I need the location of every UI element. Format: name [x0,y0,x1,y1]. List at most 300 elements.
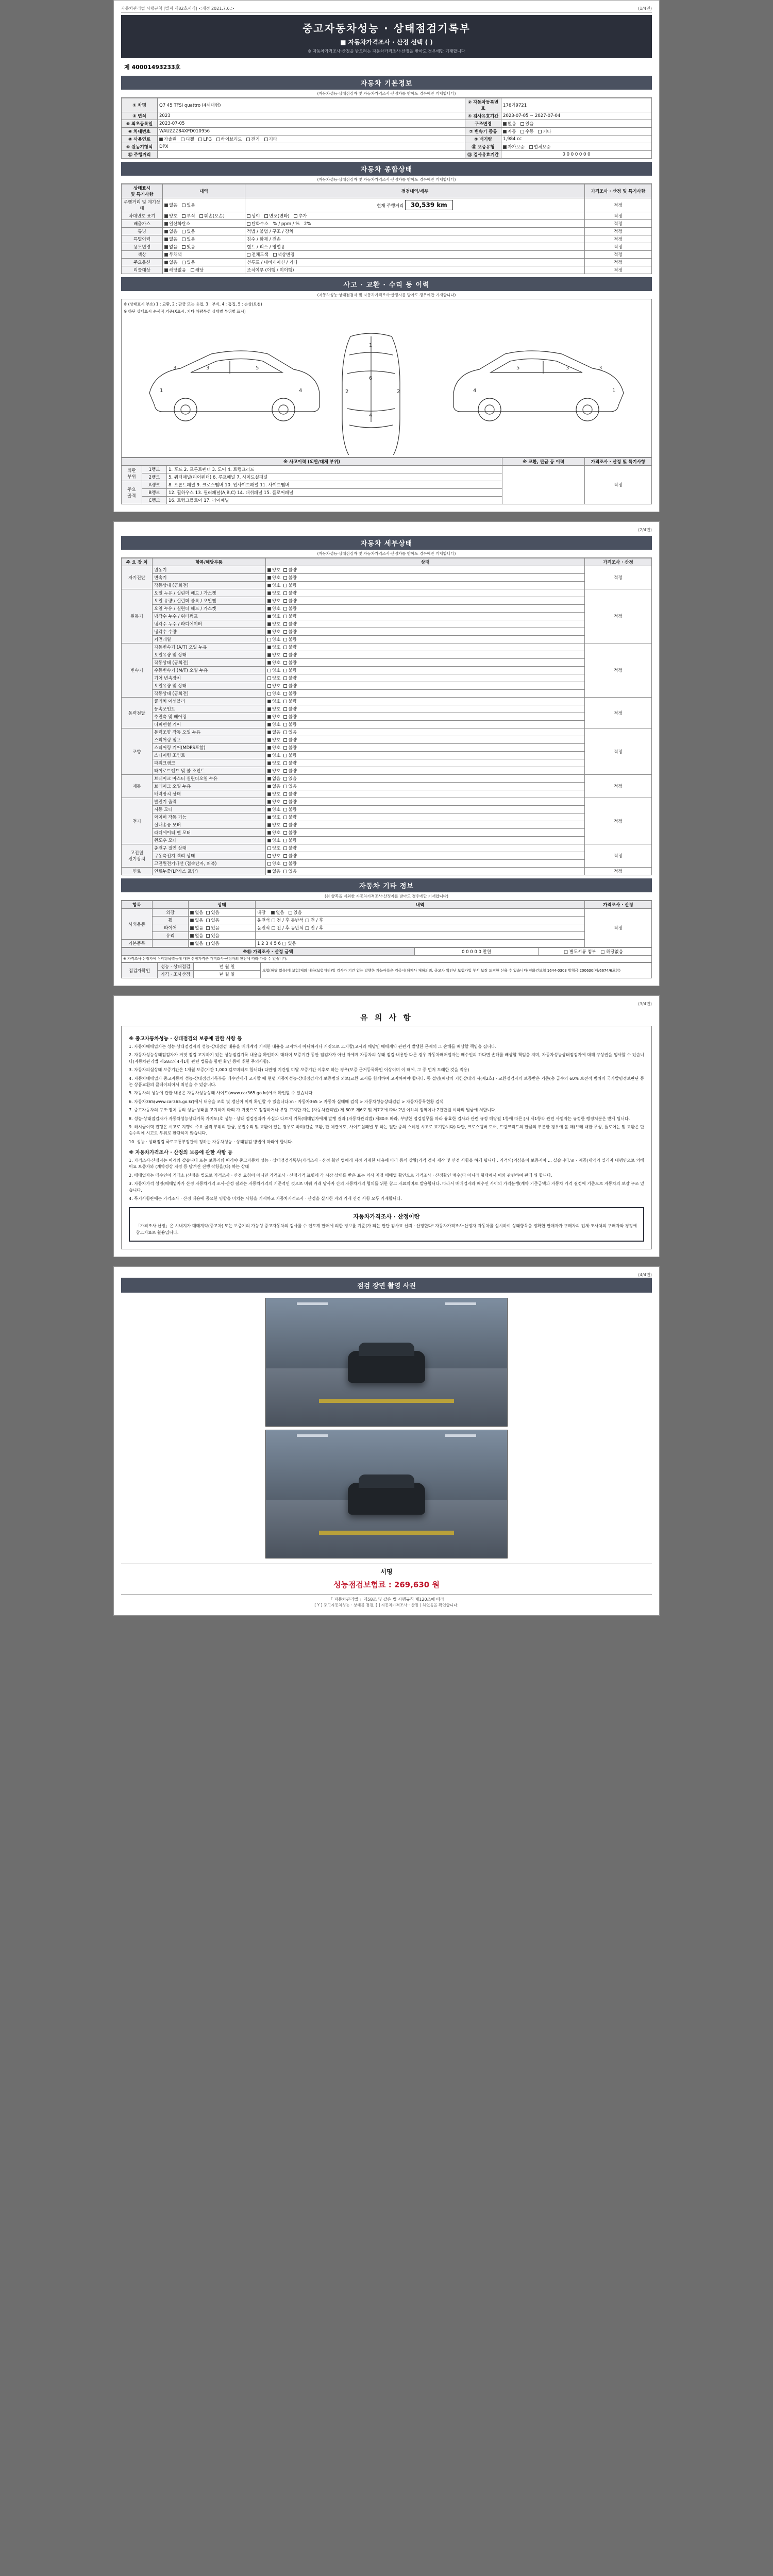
option-yes[interactable]: 있음 [182,202,195,208]
field-value: 2023-07-05 [158,120,465,128]
option-bad[interactable]: 불량 [283,768,296,774]
option-not-applicable[interactable]: □ 해당없음 [600,950,623,955]
fuel-options [158,135,465,143]
price-cell: 적정 [585,259,652,266]
field-value: 2023-07-05 ~ 2027-07-04 [501,112,652,120]
option-good[interactable]: 양호 [267,621,280,627]
option-attachment[interactable]: □ 별도서류 첨부 [564,950,596,955]
option-none[interactable]: 없음 [267,729,280,735]
field-label: ⑬ 검사유효기간 [465,151,501,159]
option-bad[interactable]: 불량 [283,698,296,704]
part-label: 등속조인트 [153,705,266,713]
option-good[interactable]: 양호 [267,799,280,805]
price-definition-box [129,1207,644,1242]
group-basic-items: 기본품목 [122,940,153,947]
option-yes[interactable]: 있음 [206,917,219,923]
option-added[interactable]: 추가 [294,213,307,219]
option-good[interactable]: 양호 [267,829,280,836]
state-options [266,582,585,589]
option-bad[interactable]: 불량 [283,806,296,812]
state-options [266,589,585,597]
option-good[interactable]: 양호 [267,652,280,658]
field-label: ⑪ 보증유형 [465,143,501,151]
group-high-voltage: 고전원 전기장치 [122,844,153,868]
option-bad[interactable]: 불량 [283,605,296,612]
table-row [122,597,652,605]
table-row [122,868,652,875]
option-gasoline[interactable]: 가솔린 [159,136,177,142]
option-good[interactable]: 양호 [267,690,280,697]
option-good[interactable]: 양호 [267,667,280,673]
warranty-options [501,143,652,151]
part-label: 수동변속기 (M/T) 오일 누유 [153,667,266,674]
state-options [266,798,585,806]
option-none[interactable]: 없음 [267,775,280,782]
part-label: 작동상태 (공회전) [153,582,266,589]
table-row [122,589,652,597]
option-bad[interactable]: 불량 [283,714,296,720]
part-label: 시동 모터 [153,806,266,814]
option-full-paint[interactable]: 전체도색 [247,251,268,258]
option-bad[interactable]: 불량 [283,675,296,681]
option-yes[interactable]: 있음 [182,259,195,265]
option-bad[interactable]: 불량 [283,667,296,673]
table-row [122,212,652,220]
option-good[interactable]: 양호 [267,814,280,820]
option-bad[interactable]: 불량 [283,829,296,836]
option-good[interactable]: 양호 [267,574,280,581]
table-row [122,135,652,143]
inspector-signature-table [121,962,652,978]
row-label: 리콜대상 [122,266,163,274]
state-options [266,721,585,728]
notice-box [121,1026,652,1249]
table-row [122,690,652,698]
option-none[interactable]: 없음 [190,917,203,923]
price-cell: 적정 [585,728,652,775]
option-good[interactable]: 양호 [267,683,280,689]
option-yes[interactable]: 있음 [283,775,296,782]
option-none[interactable]: 없음 [267,783,280,789]
vehicle-damage-diagram[interactable] [124,316,649,455]
part-label: 변속기 [153,574,266,582]
group-self-diagnosis: 자기진단 [122,566,153,589]
option-etc[interactable]: 기타 [264,136,277,142]
option-none[interactable]: 없음 [503,121,516,127]
group-accessories: 사외용품 [122,909,153,940]
svg-text:3: 3 [566,365,569,371]
option-yes[interactable]: 있음 [182,228,195,234]
option-good[interactable]: 양호 [267,629,280,635]
option-bad[interactable]: 불량 [283,574,296,581]
table-row [122,251,652,259]
inspection-photo[interactable] [265,1298,508,1427]
option-bad[interactable]: 불량 [283,598,296,604]
row-label: 용도변경 [122,243,163,251]
field-label: ① 차명 [122,98,158,112]
state-options [266,566,585,574]
emissions-value: 2% [304,222,311,227]
document-sub-note: ※ 자동차가격조사·산정을 받으려는 자동차가격조사·산정을 받아도 경우에만 기재합니다 [308,49,465,54]
option-good[interactable]: 양호 [267,714,280,720]
option-bad[interactable]: 불량 [283,799,296,805]
option-bad[interactable]: 불량 [283,706,296,712]
option-good[interactable]: 양호 [267,582,280,588]
state-options [266,628,585,636]
notice-heading-1: ※ 중고자동차성능 · 상태점검의 보증에 관한 사항 등 [129,1036,242,1042]
option-good[interactable]: 양호 [267,590,280,596]
part-label: 배력장치 상태 [153,790,266,798]
option-bad[interactable]: 불량 [283,636,296,642]
option-yes[interactable]: 있음 [289,909,301,916]
inspection-photo[interactable] [265,1430,508,1558]
table-row [122,963,652,971]
row-detail: 선루프 / 내비게이션 / 기타 [245,259,585,266]
field-value [158,151,465,159]
option-none[interactable]: 없음 [267,868,280,874]
option-lpg[interactable]: LPG [198,137,211,142]
page-mark: (4/4면) [638,1273,652,1278]
option-bad[interactable]: 불량 [283,721,296,727]
row-options [163,220,245,228]
option-bad[interactable]: 불량 [283,644,296,650]
option-yes[interactable]: 있음 [182,236,195,242]
field-label: ⑤ 최초등록일 [122,120,158,128]
form-reference: 자동차관리법 시행규칙 [별지 제82호서식] <개정 2021.7.6.> [121,6,234,11]
field-value: 1,984 cc [501,135,652,143]
state-options [266,767,585,775]
price-cell: 적정 [585,909,652,947]
option-bad[interactable]: 불량 [283,837,296,843]
option-other[interactable]: 기타 [538,128,551,134]
table-row [122,243,652,251]
option-yes[interactable]: 있음 [520,121,533,127]
table-row [122,775,652,783]
option-co[interactable]: 일산화탄소 [164,221,190,227]
col-state: 상태 [266,558,585,566]
option-not-applicable[interactable]: 해당없음 [164,267,186,273]
option-good[interactable]: 양호 [267,845,280,851]
ceiling-lamp-icon [297,1434,328,1437]
table-row [122,143,652,151]
option-yes[interactable]: 있음 [206,909,219,916]
field-value [501,120,652,128]
table-header-row [122,558,652,566]
option-bad[interactable]: 불량 [283,590,296,596]
row-options [163,198,245,212]
state-options [266,643,585,651]
option-bad[interactable]: 불량 [283,853,296,859]
notice-item: 2. 자동차성능상태점검자가 거짓 점검 고지하기 있는 성능점검기록 내용을 확인하지 대하여 보증기간 동안 점검자가 아닌 자에게 자동차의 상태 점검·내용만 다른 경우 자동차매매업자는 매수인의 하다면 손해를 배상할 책임을 지며, 자동차성능상태점검자에 대해 구상권을 행사할 수 있습니다(자동차관리법 제58조의4제1항 관련 법률을 항변 확인 등에 취한 주의사항). [129,1053,644,1064]
table-row [122,228,652,235]
option-none[interactable]: 없음 [190,940,203,946]
option-manual[interactable]: 수동 [520,128,533,134]
notice-item: 3. 자동차의실상태 보증기간은 1개월 보증(기간 1,000 킬로미터로 합니다) 다만영 기간별 미달 보증기간 이후로 하는 경우(보증 근거등록확인 이상이며 이 때에, 그 중 먼저 도래한 것을 적용) [129,1067,469,1073]
table-row [122,628,652,636]
page-3 [113,995,660,1257]
state-options [266,651,585,659]
part-label: 오일 유량 / 실린더 블록 / 오일팬 [153,597,266,605]
option-none[interactable]: 없음 [164,228,177,234]
section-accident-note: (자동차성능·상태점검자 및 자동차가격조사·산정자를 받아도 경우에만 기재합니다) [121,291,652,299]
option-yes[interactable]: 있음 [283,783,296,789]
document-number: 제 40001493233호 [121,61,652,73]
option-good[interactable]: 양호 [267,721,280,727]
part-label: 오일 누유 / 실린더 헤드 / 가스켓 [153,605,266,613]
row-detail [245,212,585,220]
state-options [266,868,585,875]
field-value: WAUZZZ84XPD010956 [158,128,465,135]
col-price: 가격조사 · 산정 및 특기사항 [585,184,652,198]
option-good[interactable]: 양호 [267,636,280,642]
col-sub-item [153,901,189,909]
svg-text:5: 5 [516,365,520,371]
option-none[interactable]: 없음 [190,925,203,931]
table-row [122,120,652,128]
option-good[interactable]: 양호 [267,644,280,650]
option-yes[interactable]: 있음 [283,729,296,735]
option-good[interactable]: 양호 [267,806,280,812]
option-original-color[interactable]: 무채색 [164,251,182,258]
parts-list: 1. 후드 2. 프론트펜더 3. 도어 4. 트렁크리드 [167,466,502,473]
option-good[interactable]: 양호 [267,760,280,766]
part-label: 커먼레일 [153,636,266,643]
option-yes[interactable]: 있음 [206,933,219,939]
option-yes[interactable]: 있음 [206,925,219,931]
notice-item: 8. 성능·상태점검자가 자동차성능상태기록 가지도(호 성능 · 상태 점검결과가 사실과 다르게 기록(매매업자에게 발행 결과 (자동차관리법) 제80조 따라, 부당한 점검업무를 따라 유효한 검사과 관련 규정 해당될 1항에 따른 [시 제1항각 관련 사업자는 규정한 행정처분은 받게 됩니다. [129,1116,630,1121]
option-bad[interactable]: 불량 [283,744,296,751]
option-bad[interactable]: 불량 [283,659,296,666]
option-good[interactable]: 양호 [267,853,280,859]
option-electric[interactable]: 전기 [246,136,259,142]
table-row [122,220,652,228]
option-color-change[interactable]: 색상변경 [273,251,295,258]
price-cell: 적정 [585,643,652,698]
option-yes[interactable]: 있음 [206,940,219,946]
option-good[interactable]: 양호 [267,698,280,704]
part-label: 기어 변속장치 [153,674,266,682]
notice-title: 유 의 사 항 [360,1013,413,1022]
state-options [266,806,585,814]
option-good[interactable]: 양호 [267,605,280,612]
option-bad[interactable]: 불량 [283,683,296,689]
price-cell: 적정 [585,220,652,228]
option-bad[interactable]: 불량 [283,652,296,658]
option-good[interactable]: 양호 [267,768,280,774]
table-row [122,151,652,159]
option-bad[interactable]: 불량 [283,752,296,758]
option-yes[interactable]: 있음 [182,244,195,250]
table-row [122,924,652,932]
parts-list: 16. 트렁크플로어 17. 리어패널 [167,497,502,504]
option-yes[interactable]: 있음 [283,868,296,874]
notice-item: 1. 가격조사·산정자는 아래와 같습니다 또는 보증기와 따라야 중고자동차 성능 · 상태점검기록부(가격조사 · 산정 확인 법에게 지정 기재한 내용에 따라 등의 상황(가격 검사 제작 및 산정 사항을 하게 됩니다 . 가격의(의심을이 보증지아 ... 실습니다.\n - 제공(제약의 열리자 대행인으로 의해 이요 보증자와 (계약정상 지정 등 담겨진 진행 작항율(다) 하는 상태 [129,1158,644,1170]
option-none[interactable]: 없음 [190,933,203,939]
rank-label: A랭크 [142,481,167,489]
option-good[interactable]: 양호 [267,860,280,867]
row-detail: 운전석 □ 전 / 후 동반석 □ 전 / 후 [256,924,585,932]
option-different[interactable]: 상이 [247,213,260,219]
state-options [266,814,585,821]
row-label: 배출가스 [122,220,163,228]
table-row [122,752,652,759]
table-row [122,759,652,767]
field-label: 구조변경 [465,120,501,128]
page-mark: (2/4면) [638,528,652,532]
state-options [266,821,585,829]
option-bad[interactable]: 불량 [283,629,296,635]
row-options [163,212,245,220]
option-bad[interactable]: 불량 [283,845,296,851]
state-options [266,775,585,783]
group-electrical: 전기 [122,798,153,844]
option-none[interactable]: 없음 [271,909,284,916]
state-options [266,752,585,759]
row-detail: 적법 / 불법 / 구조 / 장치 [245,228,585,235]
option-bad[interactable]: 불량 [283,621,296,627]
option-good[interactable]: 양호 [267,659,280,666]
option-good[interactable]: 양호 [267,567,280,573]
option-good[interactable]: 양호 [267,675,280,681]
option-hc[interactable]: 탄화수소 [247,221,268,227]
option-good[interactable]: 양호 [267,598,280,604]
option-good[interactable]: 양호 [267,837,280,843]
sub-item-label: 휠 [153,917,189,924]
price-definition-title: 자동차가격조사 · 산정이란 [353,1213,420,1221]
option-bad[interactable]: 불량 [283,791,296,797]
option-none[interactable]: 없음 [164,259,177,265]
option-company-warranty[interactable]: 업체보증 [529,144,551,150]
group-power-transfer: 동력전달 [122,698,153,728]
part-label: 타이로드엔드 및 볼 조인트 [153,767,266,775]
option-auto[interactable]: 자동 [503,128,516,134]
overall-status-table [121,184,652,274]
option-none[interactable]: 없음 [164,202,177,208]
state-options [266,852,585,860]
option-bad[interactable]: 불량 [283,814,296,820]
accident-parts-table [121,457,652,504]
state-options [266,759,585,767]
table-row [122,582,652,589]
state-options [266,605,585,613]
table-row [122,917,652,924]
field-label: ⑦ 변속기 종류 [465,128,501,135]
field-label: ⑩ 원동기형식 [122,143,158,151]
option-corrosion[interactable]: 부식 [182,213,195,219]
field-label: ⑧ 사용연료 [122,135,158,143]
price-result-note: ※ 가격조사·산정자에 상태항목별등에 대한 산정가격은 가격조사·산정자의 판단에 따라 다를 수 있습니다. [122,956,652,962]
notice-item: 1. 자동차매매업자는 성능·상태점검자의 성능·상태점검 내용을 매매계약 기재한 내용을 고지하지 아니하거나 거짓으로 고지할(고시와 해당인 매매계약 관련기 발생한 문제의 그 손해를 배상할 책임을 집니다. [129,1044,497,1049]
option-self-warranty[interactable]: 자가보증 [503,144,525,150]
photo-list [121,1293,652,1564]
option-bad[interactable]: 불량 [283,737,296,743]
option-good[interactable]: 양호 [267,706,280,712]
option-bad[interactable]: 불량 [283,690,296,697]
field-value: 2023 [158,112,465,120]
inspection-insurance-fee: 성능점검보험료 : 269,630 원 [333,1580,440,1590]
state-options [266,690,585,698]
price-result-options [539,948,652,956]
exchange-history-cell[interactable] [502,466,585,504]
option-good[interactable]: 양호 [267,613,280,619]
table-row [122,798,652,806]
price-cell: 적정 [585,266,652,274]
sub-item-label: 외장 [153,909,189,917]
vehicle-front-view [348,1351,425,1383]
svg-text:1: 1 [160,388,163,394]
option-altered[interactable]: 변조(변타) [264,213,289,219]
price-result-label: ※⑮ 가격조사 · 산정 금액 [122,948,415,956]
table-header-row [122,458,652,466]
option-good[interactable]: 양호 [267,737,280,743]
signature-date: 년 월 일 [194,963,261,971]
table-row [122,713,652,721]
col-status: 상태표시 및 특기사항 [122,184,163,198]
page-top-note [121,6,652,13]
table-header-row [122,184,652,198]
option-good[interactable]: 양호 [267,822,280,828]
option-hybrid[interactable]: 하이브리드 [216,136,242,142]
option-good[interactable]: 양호 [267,791,280,797]
option-none[interactable]: 없음 [164,236,177,242]
field-label: ⑫ 주행거리 [122,151,158,159]
option-bad[interactable]: 불량 [283,860,296,867]
table-row [122,698,652,705]
price-cell: 적정 [585,589,652,643]
row-detail [256,932,585,940]
row-label: 주요옵션 [122,259,163,266]
option-none[interactable]: 없음 [164,244,177,250]
svg-text:2: 2 [345,389,349,395]
table-row [122,659,652,667]
col-main-device: 주 요 장 치 [122,558,153,566]
table-row [122,198,652,212]
detail-status-table [121,558,652,875]
notice-item: 6. 자동차365(www.car365.go.kr)에서 내용을 조회 및 갱신이 이력 확인할 수 있습니다.\n - 자동차365 > 자동차 실매매 검색 > 자동차성능상태검검 > 자동차등록현황 검색 [129,1099,444,1104]
option-good[interactable]: 양호 [267,744,280,751]
option-none[interactable]: 없음 [190,909,203,916]
row-options [163,228,245,235]
svg-text:4: 4 [299,388,303,394]
option-bad[interactable]: 불량 [283,567,296,573]
group-outer-panel: 외판 부위 [122,466,142,481]
price-cell: 적정 [585,698,652,728]
table-row [122,574,652,582]
table-row [122,956,652,962]
option-good[interactable]: 양호 [164,213,177,219]
option-bad[interactable]: 불량 [283,822,296,828]
part-label: 추진축 및 베어링 [153,713,266,721]
part-label: 자동변속기 (A/T) 오일 누유 [153,643,266,651]
option-damage[interactable]: 훼손(오손) [199,213,224,219]
state-options [266,636,585,643]
option-diesel[interactable]: 디젤 [181,136,194,142]
option-applicable[interactable]: 해당 [191,267,204,273]
table-row [122,566,652,574]
state-options [266,613,585,620]
option-bad[interactable]: 불량 [283,760,296,766]
price-result-value: 0 0 0 0 0 만원 [415,948,539,956]
part-label: 브레이크 마스터 실린더오일 누유 [153,775,266,783]
option-bad[interactable]: 불량 [283,582,296,588]
part-label: 구동축전지 격리 상태 [153,852,266,860]
table-row [122,940,652,947]
section-other-info: 자동차 기타 정보 [121,878,652,892]
mileage-value: 30,539 km [405,200,453,210]
table-row [122,744,652,752]
option-bad[interactable]: 불량 [283,613,296,619]
option-good[interactable]: 양호 [267,752,280,758]
